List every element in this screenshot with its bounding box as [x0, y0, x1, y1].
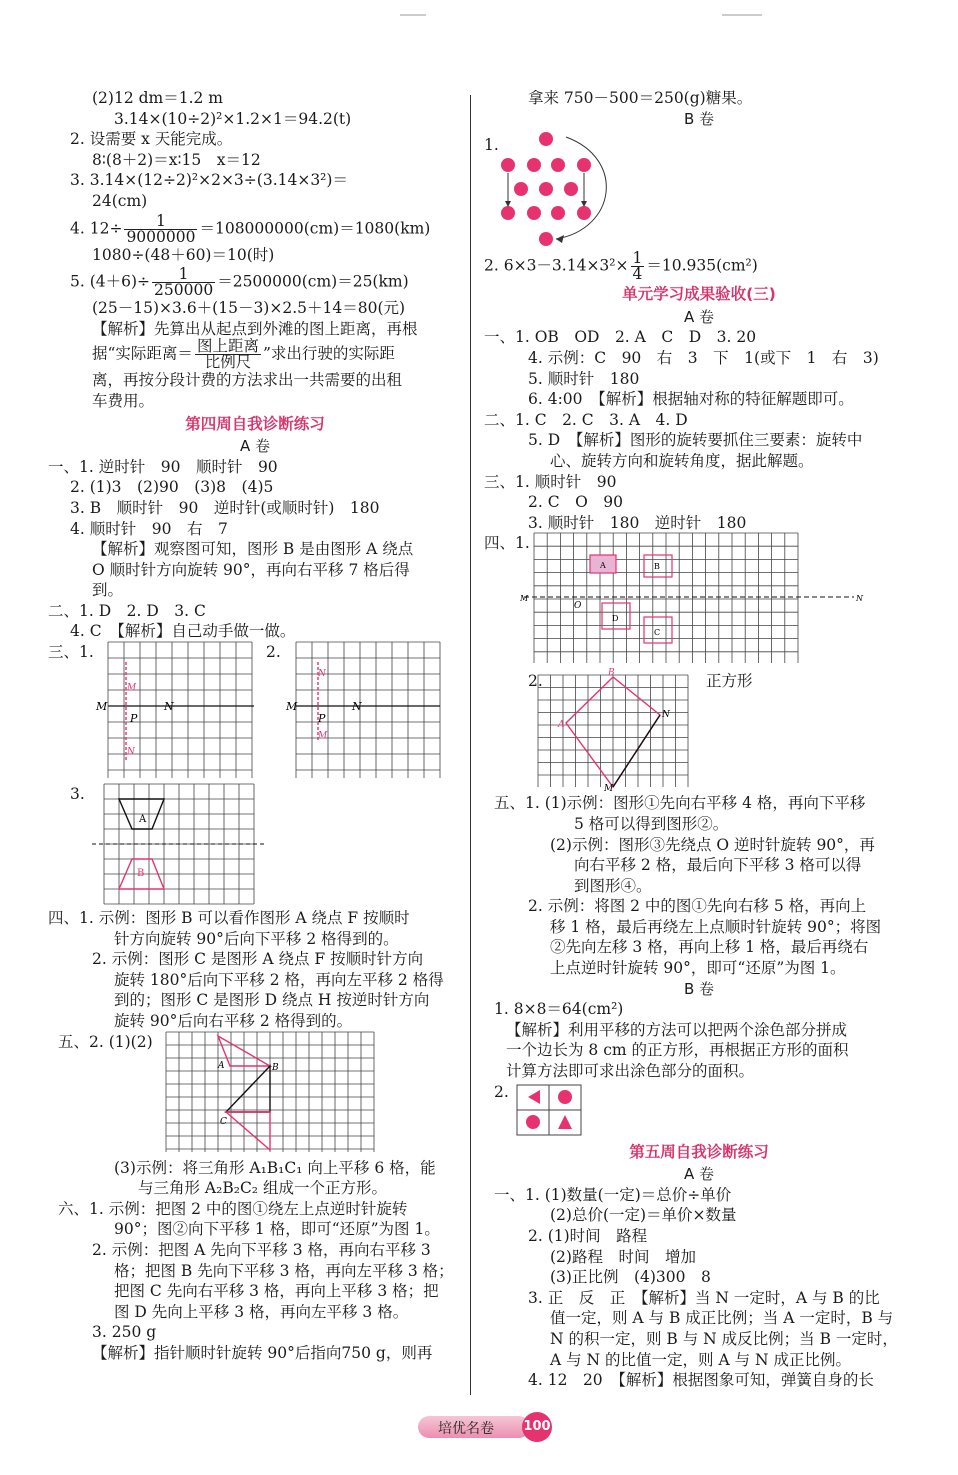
answer-line: [48, 211, 462, 246]
volume-label: B 卷: [683, 109, 715, 128]
label-n: N: [164, 700, 174, 714]
up-triangle: [558, 1115, 572, 1129]
label-a: A: [558, 720, 565, 731]
answer-line: 向右平移 2 格，最后向下平移 3 格可以得: [574, 856, 862, 875]
shape-figure-row: [484, 1082, 914, 1136]
answer-line: 把图 C 先向右平移 3 格，再向上平移 3 格；把: [114, 1282, 439, 1301]
section-title: 第四周自我诊断练习: [185, 414, 325, 433]
answer-line: 2. 示例：图形 C 是图形 A 绕点 F 按顺时针方向: [92, 950, 424, 969]
label-b: B: [608, 668, 615, 679]
text: ”求出行驶的实际距: [262, 344, 395, 363]
explanation-line: 【解析】先算出从起点到外滩的图上距离，再根: [92, 319, 418, 338]
text: ＝2500000(cm)＝25(km): [217, 272, 409, 291]
answer-line: 3. 正 反 正 【解析】当 N 一定时，A 与 B 的比: [528, 1288, 880, 1307]
answer-line: 二、1. C 2. C 3. A 4. D: [484, 410, 688, 429]
grid-figure-6-row: [484, 668, 914, 795]
answer-line: 3. 3.14×(12÷2)²×2×3÷(3.14×3²)＝: [70, 171, 348, 190]
answer-line: 与三角形 A₂B₂C₂ 组成一个正方形。: [138, 1179, 387, 1198]
dots: [501, 132, 591, 246]
page-number: 100: [522, 1412, 552, 1442]
grid-figures-row: [48, 642, 462, 784]
answer-line: 2. 设需要 x 天能完成。: [70, 130, 233, 149]
grid-figure-2: [286, 642, 440, 782]
answer-line: (2)12 dm＝1.2 m: [92, 89, 224, 107]
item-label: 五、2. (1)(2): [58, 1032, 153, 1051]
section-title: 单元学习成果验收(三): [622, 285, 776, 304]
answer-line: 四、1. 示例：图形 B 可以看作图形 A 绕点 F 按顺时: [48, 909, 410, 928]
answer-line: 一、1. OB OD 2. A C D 3. 20: [484, 328, 757, 347]
explanation-line: 计算方法即可求出涂色部分的面积。: [506, 1062, 755, 1081]
explanation-line: O 顺时针方向旋转 90°，再向右平移 7 格后得: [92, 560, 410, 579]
dot: [539, 132, 553, 146]
left-triangle: [528, 1090, 540, 1104]
answer-line: 90°；图②向下平移 1 格，即可“还原”为图 1。: [114, 1220, 440, 1239]
item-label: 2.: [528, 672, 543, 691]
volume-label: A 卷: [239, 437, 271, 456]
answer-line: 3. 250 g: [92, 1323, 157, 1342]
answer-line: 4. 12 20 【解析】根据图象可知，弹簧自身的长: [528, 1371, 874, 1390]
answer-line: 旋转 180°后向下平移 2 格，再向左平移 2 格得: [114, 970, 444, 989]
dot: [527, 206, 541, 220]
page-footer: [418, 1412, 558, 1442]
answer-line: 值一定，则 A 与 B 成正比例；当 A 一定时，B 与: [550, 1309, 894, 1328]
answer-line: 2. C O 90: [528, 493, 624, 512]
denominator: 250000: [154, 281, 214, 300]
answer-line: 到图形④。: [574, 876, 652, 895]
answer-line: 针方向旋转 90°后向下平移 2 格得到的。: [114, 929, 399, 948]
label-m: M: [604, 784, 614, 795]
label-m-image: M: [127, 683, 137, 694]
label-b: B: [654, 562, 660, 572]
answer-line: 一、1. 逆时针 90 顺时针 90: [48, 457, 278, 476]
dot: [551, 158, 565, 172]
grid-figure-3: [104, 784, 254, 904]
left-column: [48, 88, 462, 1364]
numerator: 1: [152, 267, 215, 283]
scan-mark: [400, 14, 426, 16]
answer-line: 3. B 顺时针 90 逆时针(或顺时针) 180: [70, 498, 380, 517]
label-b: B: [272, 1062, 279, 1073]
answer-line: 1080÷(48＋60)＝10(时): [92, 245, 275, 264]
answer-line: 图 D 先向上平移 3 格，再向左平移 3 格。: [114, 1302, 409, 1321]
grid-figure-5-row: [484, 533, 914, 671]
label-a: A: [600, 561, 606, 571]
answer-line: 旋转 90°后向右平移 2 格得到的。: [114, 1012, 353, 1031]
label-c: C: [220, 1116, 227, 1127]
label-c: C: [654, 628, 661, 638]
explanation-line: 一个边长为 8 cm 的正方形，再根据正方形的面积: [506, 1041, 849, 1060]
label-n-image: N: [127, 747, 135, 758]
answer-line: 24(cm): [92, 191, 148, 210]
explanation-line: 到。: [92, 581, 124, 600]
label-n-image: N: [318, 669, 326, 680]
answer-line: 5 格可以得到图形②。: [574, 814, 729, 833]
answer-line: 5. 顺时针 180: [528, 369, 640, 388]
label-d: D: [612, 614, 619, 624]
answer-line: (2)总价(一定)＝单价×数量: [550, 1206, 737, 1225]
label-m-image: M: [318, 731, 328, 742]
circle: [526, 1115, 540, 1129]
answer-line: 8∶(8＋2)＝x∶15 x＝12: [92, 150, 261, 169]
denominator: 比例尺: [204, 353, 252, 372]
item-label: 四、1.: [484, 534, 530, 553]
text: ＝108000000(cm)＝1080(km): [199, 219, 431, 238]
answer-line: 3. 顺时针 180 逆时针 180: [528, 513, 747, 532]
grid-figure-5: [520, 533, 864, 669]
square-edge: [613, 715, 660, 787]
answer-line: 到的；图形 C 是图形 D 绕点 H 按逆时针方向: [114, 991, 430, 1010]
label-p: P: [130, 712, 138, 726]
dot: [564, 182, 578, 196]
answer-line: 三、1. 顺时针 90: [484, 472, 617, 491]
numerator: 1: [124, 214, 197, 230]
triangle-abc: [226, 1066, 270, 1112]
item-label: 3.: [70, 785, 85, 804]
answer-line: 2. (1)时间 路程: [528, 1227, 648, 1245]
answer-line: 心、旋转方向和旋转角度，据此解题。: [550, 451, 814, 470]
text: 2. 6×3－3.14×3²×: [484, 256, 629, 275]
answer-line: 5. D 【解析】图形的旋转要抓住三要素：旋转中: [528, 431, 863, 450]
grid-figure-4-row: [48, 1032, 462, 1158]
dot-figure-row: [484, 129, 914, 247]
arrow-head: [556, 235, 564, 243]
grid-figure-3-row: [48, 784, 462, 908]
numerator: 图上距离: [196, 337, 259, 356]
dot: [501, 158, 515, 172]
answer-line: 六、1. 示例：把图 2 中的图①绕左上点逆时针旋转: [58, 1199, 408, 1218]
dot: [501, 206, 515, 220]
fraction: [631, 251, 645, 282]
dot: [539, 182, 553, 196]
explanation-line: 【解析】观察图可知，图形 B 是由图形 A 绕点: [92, 540, 414, 559]
answer-line: 3.14×(10÷2)²×1.2×1＝94.2(t): [114, 109, 352, 128]
item-label: 2.: [494, 1082, 509, 1101]
fraction: [124, 211, 197, 246]
arrow-head: [581, 201, 587, 207]
grid-figure-4: [166, 1032, 374, 1154]
explanation-line: 【解析】利用平移的方法可以把两个涂色部分拼成: [506, 1020, 848, 1039]
explanation-line: [48, 339, 462, 370]
dot: [577, 206, 591, 220]
answer-line: (3)示例：将三角形 A₁B₁C₁ 向上平移 6 格，能: [114, 1158, 436, 1177]
item-label: 1.: [484, 136, 499, 155]
dot-triangle-figure: [496, 129, 636, 247]
answer-line: 4. C 【解析】自己动手做一做。: [70, 622, 296, 641]
dot: [539, 232, 553, 246]
label-n: N: [662, 710, 670, 721]
scan-mark: [722, 14, 762, 16]
circle: [558, 1090, 572, 1104]
answer-line: A 与 N 的比值一定，则 A 与 N 成正比例。: [550, 1350, 852, 1369]
label-a: A: [218, 1060, 225, 1071]
answer-line: 4. 顺时针 90 右 7: [70, 519, 228, 538]
answer-line: [484, 251, 914, 282]
answer-line: N 的积一定，则 B 与 N 成反比例；当 B 一定时，: [550, 1329, 898, 1348]
curved-arrow: [556, 137, 606, 239]
answer-line: (25－15)×3.6＋(15－3)×2.5＋14＝80(元): [92, 299, 406, 318]
answer-line: 2. 示例：将图 2 中的图①先向右移 5 格，再向上: [528, 897, 867, 916]
answer-line: 2. 示例：把图 A 先向下平移 3 格，再向右平移 3: [92, 1241, 431, 1259]
section-title: 第五周自我诊断练习: [629, 1142, 769, 1161]
triangle-a1b1c1: [226, 1112, 270, 1150]
explanation-line: 【解析】指针顺时针旋转 90°后指向750 g，则再: [92, 1343, 433, 1362]
label-m: M: [96, 700, 108, 714]
answer-line: (3)正比例 (4)300 8: [550, 1268, 711, 1287]
denominator: 9000000: [126, 227, 196, 246]
text: 据“实际距离＝: [92, 344, 193, 363]
grid-figure-6: [538, 668, 688, 795]
dot: [527, 158, 541, 172]
answer-line: 6. 4:00 【解析】根据轴对称的特征解题即可。: [528, 390, 854, 409]
figure-caption: 正方形: [706, 672, 753, 691]
label-a: A: [139, 814, 147, 826]
answer-line: 拿来 750－500＝250(g)糖果。: [528, 89, 753, 107]
volume-label: A 卷: [683, 1165, 715, 1184]
answer-line: 4. 示例：C 90 右 3 下 1(或下 1 右 3): [528, 348, 879, 367]
label-m: M: [286, 700, 298, 714]
column-divider: [470, 95, 471, 1395]
label-b: B: [137, 868, 145, 880]
answer-line: 格；把图 B 先向下平移 3 格，再向左平移 3 格；: [114, 1261, 454, 1280]
answer-line: 上点逆时针旋转 90°，即可“还原”为图 1。: [550, 959, 846, 978]
shape-grid-figure: [516, 1084, 582, 1136]
item-label: 三、1.: [48, 643, 94, 662]
numerator: 1: [632, 249, 643, 268]
grid-figure-1: [96, 642, 254, 782]
label-o: O: [574, 601, 582, 612]
fraction: [152, 267, 215, 298]
dot: [514, 182, 528, 196]
answer-line: 二、1. D 2. D 3. C: [48, 601, 206, 620]
denominator: 4: [632, 265, 643, 284]
answer-line: 五、1. (1)示例：图形①先向右平移 4 格，再向下平移: [494, 794, 866, 813]
brand-label: 培优名卷: [438, 1421, 494, 1437]
volume-label: A 卷: [683, 307, 715, 326]
explanation-line: 车费用。: [92, 391, 155, 410]
text: 4. 12÷: [70, 219, 123, 238]
answer-line: 1. 8×8＝64(cm²): [494, 1000, 624, 1019]
answer-line: 移 1 格，最后再绕左上点顺时针旋转 90°；将图: [550, 917, 882, 936]
arrow-head: [505, 201, 511, 207]
label-n: N: [352, 700, 362, 714]
answer-line: 一、1. (1)数量(一定)＝总价÷单价: [494, 1185, 732, 1204]
dot: [551, 206, 565, 220]
dot: [577, 158, 591, 172]
label-n: N: [856, 594, 863, 604]
text: ＝10.935(cm²): [646, 256, 758, 275]
right-column: [484, 88, 914, 1391]
answer-line: (2)路程 时间 增加: [550, 1247, 696, 1266]
explanation-line: 离，再按分段计费的方法求出一共需要的出租: [92, 371, 403, 390]
volume-label: B 卷: [683, 979, 715, 998]
label-m: M: [520, 594, 529, 604]
answer-line: (2)示例：图形③先绕点 O 逆时针旋转 90°，再: [550, 835, 875, 854]
label-p: P: [318, 712, 326, 726]
answer-line: ②先向左移 3 格，再向上移 1 格，最后再绕右: [550, 938, 869, 957]
fraction: [195, 339, 261, 370]
text: 5. (4＋6)÷: [70, 272, 151, 291]
answer-line: 2. (1)3 (2)90 (3)8 (4)5: [70, 478, 274, 497]
item-label: 2.: [266, 643, 281, 662]
answer-line: [48, 267, 462, 298]
